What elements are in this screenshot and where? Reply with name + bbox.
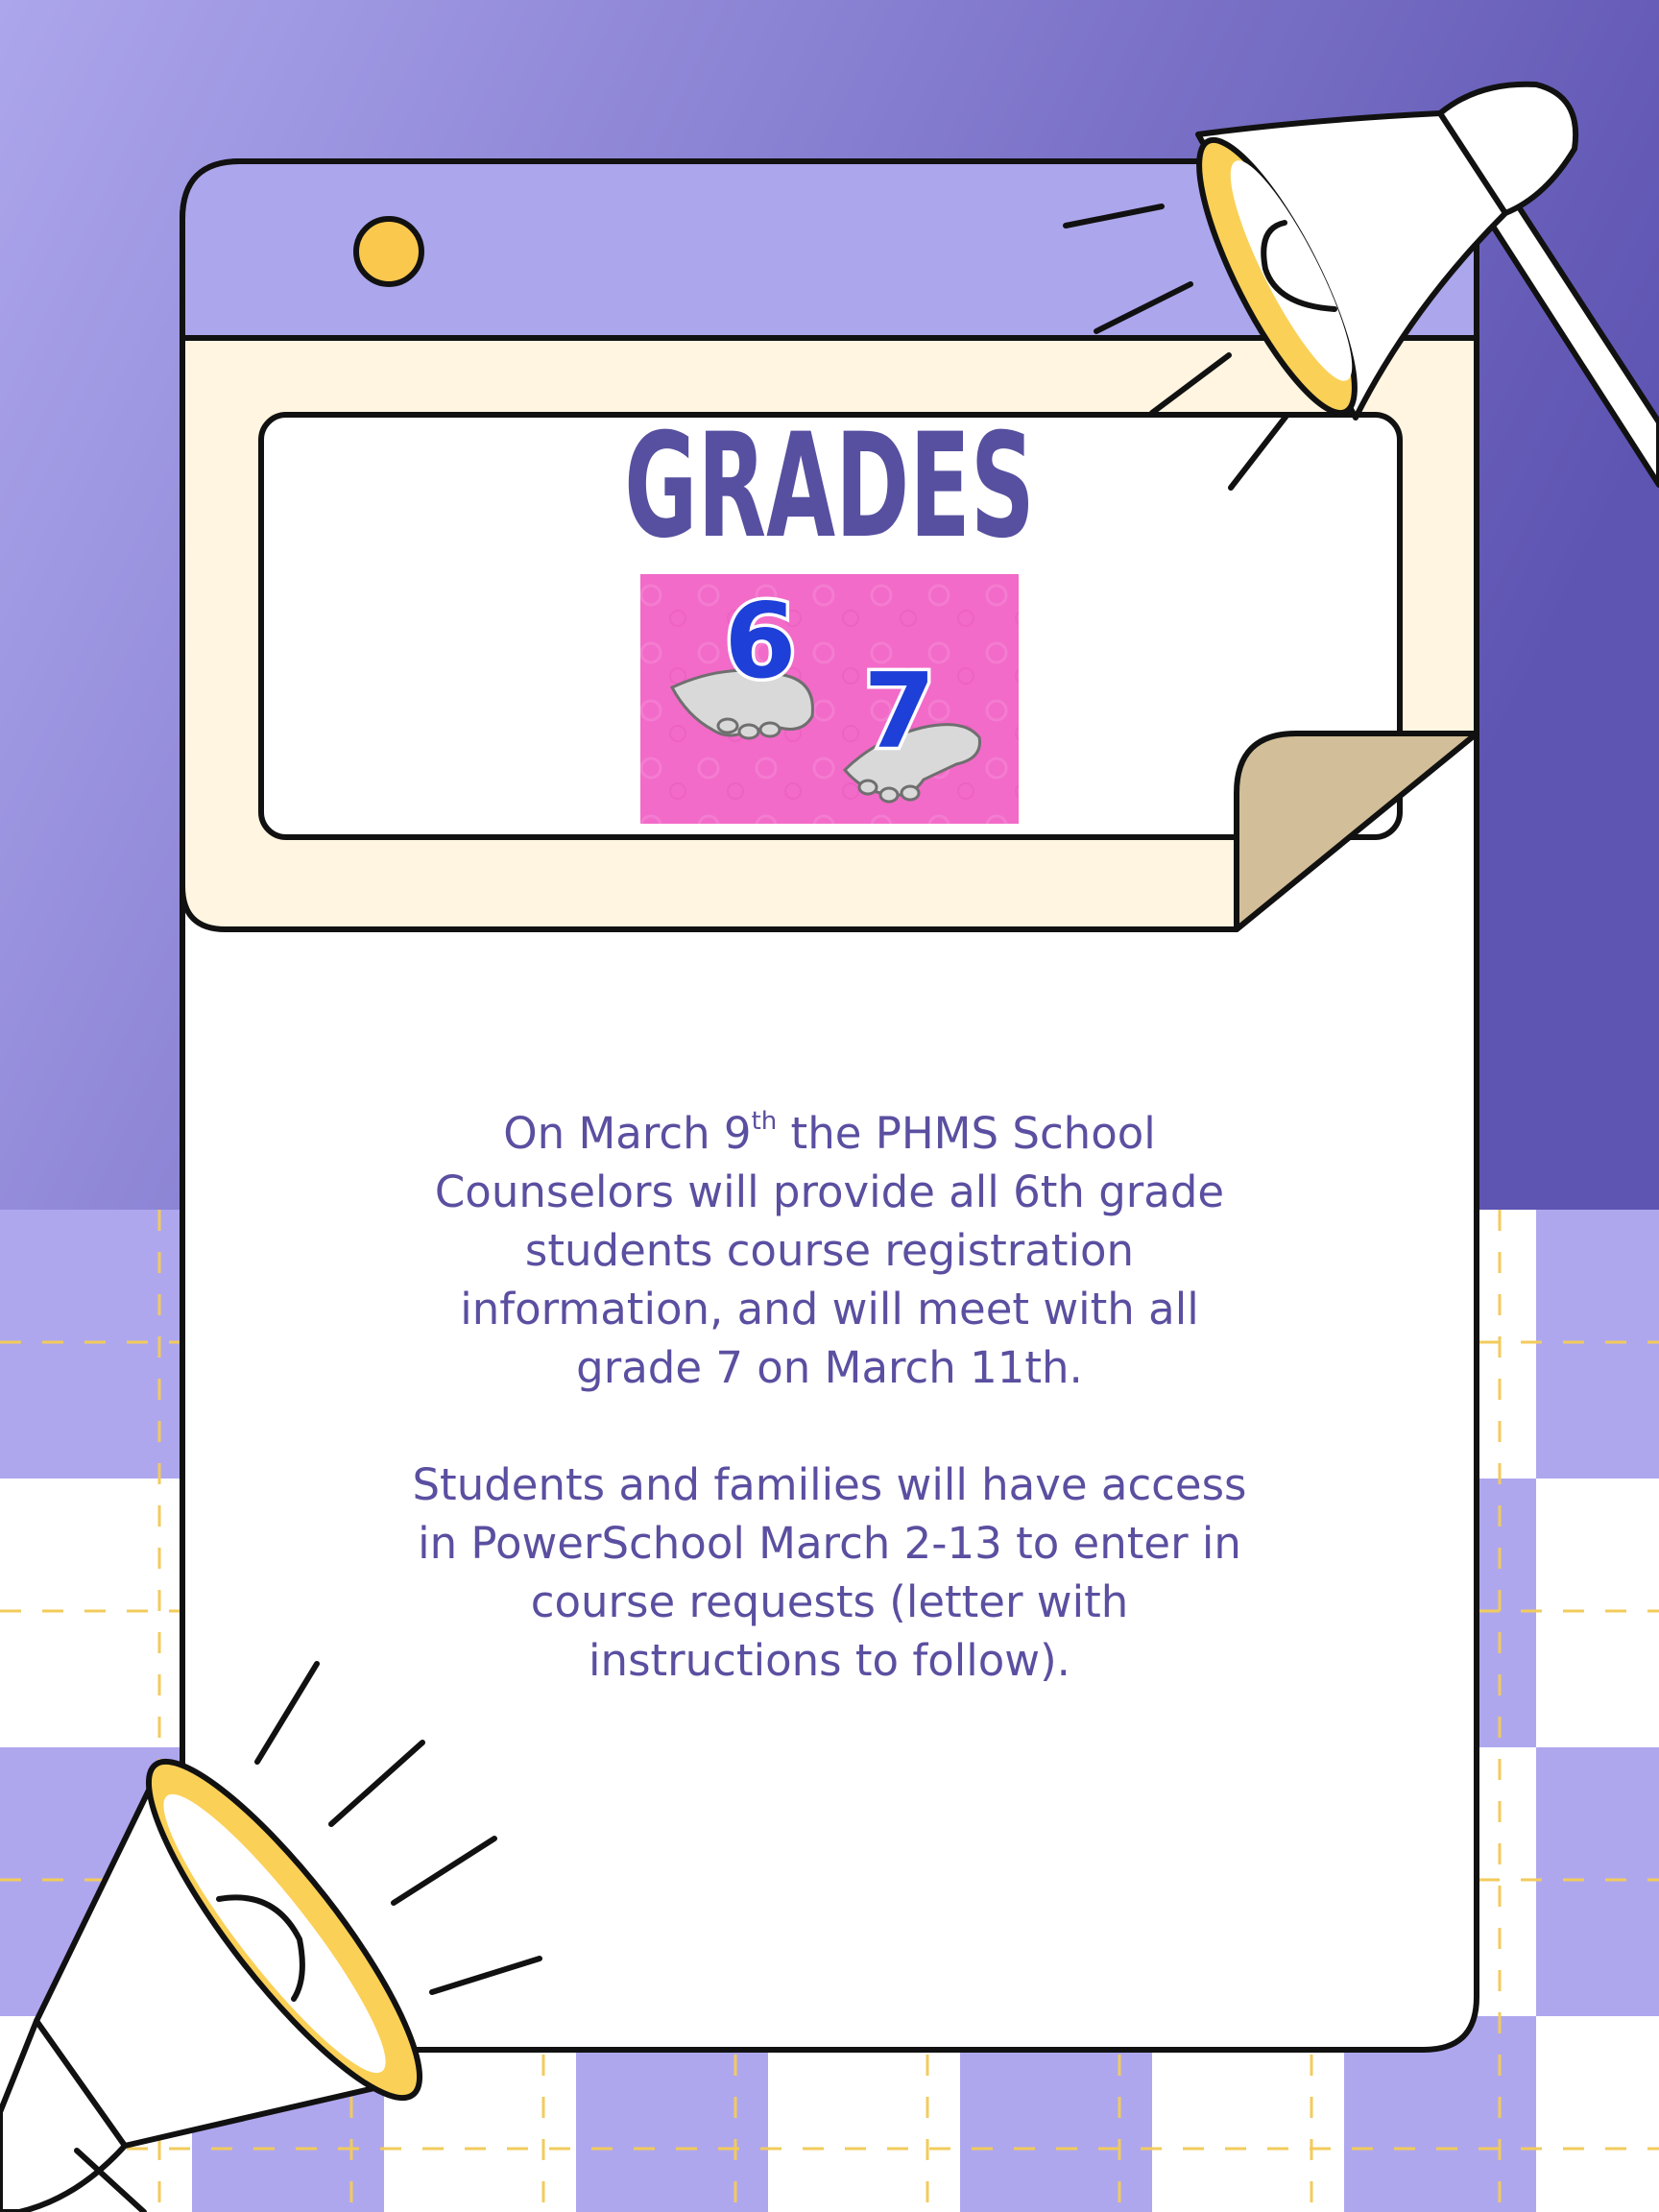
badge-number-7: 7 bbox=[863, 652, 936, 772]
text-line: grade 7 on March 11th. bbox=[576, 1342, 1083, 1393]
page-title: GRADES bbox=[624, 403, 1035, 570]
text-line: On March 9th the PHMS School bbox=[503, 1107, 1156, 1159]
window-dot-icon bbox=[356, 219, 421, 284]
text-line: students course registration bbox=[524, 1225, 1135, 1276]
text-line: in PowerSchool March 2-13 to enter in bbox=[418, 1518, 1241, 1569]
grades-6-7-badge bbox=[640, 574, 1019, 824]
text-line: instructions to follow). bbox=[589, 1635, 1070, 1686]
badge-number-6: 6 bbox=[724, 582, 797, 702]
text-line: information, and will meet with all bbox=[460, 1284, 1199, 1334]
text-line: course requests (letter with bbox=[530, 1576, 1129, 1627]
text-line: Students and families will have access bbox=[412, 1459, 1247, 1510]
superscript-th: th bbox=[751, 1107, 778, 1136]
counselor-info-paragraph bbox=[317, 1104, 1342, 1397]
powerschool-info-paragraph bbox=[317, 1455, 1342, 1690]
text-line: Counselors will provide all 6th grade bbox=[434, 1166, 1225, 1217]
